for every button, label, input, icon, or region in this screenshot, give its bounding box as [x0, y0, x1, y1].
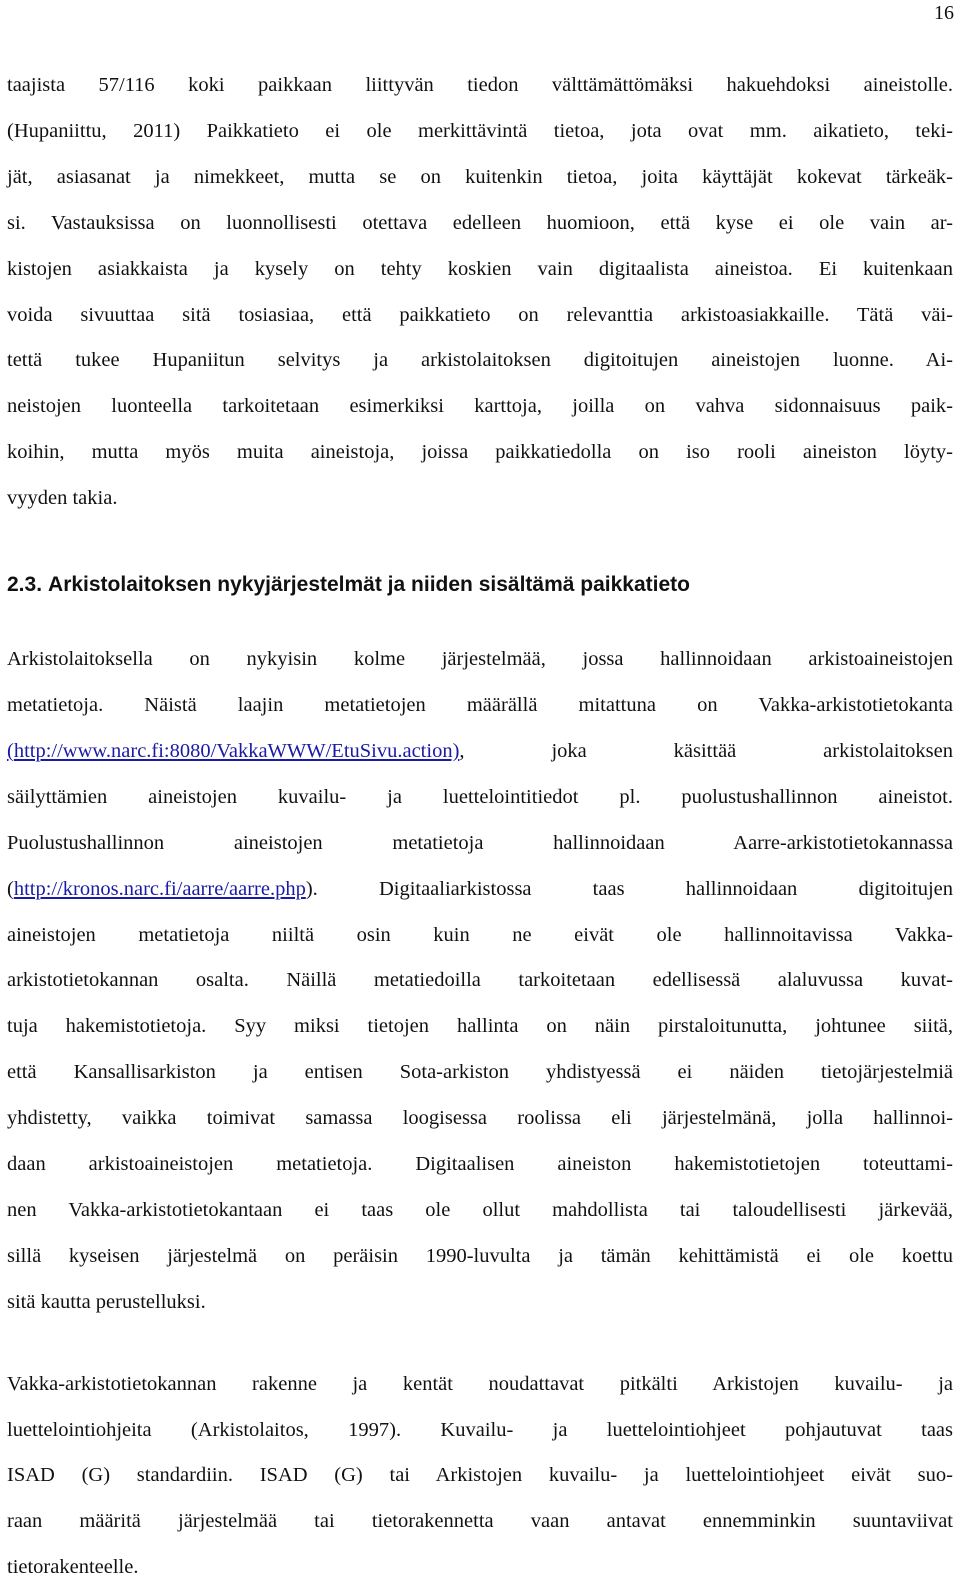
- text-line: tuja hakemistotietoja. Syy miksi tietojen hallinta on näin pirstaloitunutta, johtunee siitä,: [7, 1015, 953, 1038]
- text-line: koihin, mutta myös muita aineistoja, joissa paikkatiedolla on iso rooli aineiston löyty-: [7, 441, 953, 464]
- text-line: Puolustushallinnon aineistojen metatietoja hallinnoidaan Aarre-arkistotietokannassa: [7, 831, 953, 854]
- text-line: raan määritä järjestelmää tai tietorakennetta vaan antavat ennemminkin suuntaviivat: [7, 1510, 953, 1533]
- text-line: [7, 729, 953, 775]
- text-line: että Kansallisarkiston ja entisen Sota-arkiston yhdistyessä ei näiden tietojärjestelmiä: [7, 1061, 953, 1084]
- text-line: tietorakenteelle.: [7, 1556, 139, 1579]
- text-line: voida sivuuttaa sitä tosiasiaa, että paikkatieto on relevanttia arkistoasiakkaille. Tätä väi-: [7, 303, 953, 326]
- text-line: Arkistolaitoksella on nykyisin kolme järjestelmää, jossa hallinnoidaan arkistoaineistojen: [7, 648, 953, 671]
- text-line: vyyden takia.: [7, 487, 118, 510]
- text-line: ISAD (G) standardiin. ISAD (G) tai Arkistojen kuvailu- ja luettelointiohjeet eivät suo-: [7, 1464, 953, 1487]
- text-line: Vakka-arkistotietokannan rakenne ja kentät noudattavat pitkälti Arkistojen kuvailu- ja: [7, 1372, 953, 1395]
- line-rest: ). Digitaaliarkistossa taas hallinnoidaan digitoitujen: [305, 877, 953, 900]
- aarre-link[interactable]: http://kronos.narc.fi/aarre/aarre.php: [13, 877, 306, 900]
- open-paren: (: [7, 877, 14, 900]
- text-line: [7, 867, 953, 913]
- section-title: Arkistolaitoksen nykyjärjestelmät ja niiden sisältämä paikkatieto: [48, 573, 690, 597]
- section-heading: [7, 552, 953, 618]
- text-line: daan arkistoaineistojen metatietoja. Digitaalisen aineiston hakemistotietojen toteuttami-: [7, 1153, 953, 1176]
- text-line: (Hupaniittu, 2011) Paikkatieto ei ole merkittävintä tietoa, jota ovat mm. aikatieto, teki-: [7, 119, 953, 142]
- text-line: jät, asiasanat ja nimekkeet, mutta se on kuitenkin tietoa, joita käyttäjät kokevat tärkeäk-: [7, 165, 953, 188]
- text-line: kistojen asiakkaista ja kysely on tehty koskien vain digitaalista aineistoa. Ei kuitenkaan: [7, 257, 953, 280]
- text-line: aineistojen metatietoja niiltä osin kuin ne eivät ole hallinnoitavissa Vakka-: [7, 923, 953, 946]
- link-open-paren: (: [7, 739, 14, 762]
- document-body: [7, 63, 953, 1591]
- text-line: tettä tukee Hupaniitun selvitys ja arkistolaitoksen digitoitujen aineistojen luonne. Ai-: [7, 349, 953, 372]
- section-number: 2.3.: [7, 573, 43, 597]
- page-number: 16: [934, 2, 954, 24]
- text-line: luettelointiohjeita (Arkistolaitos, 1997). Kuvailu- ja luettelointiohjeet pohjautuvat taas: [7, 1418, 953, 1441]
- vakka-link[interactable]: [7, 740, 459, 762]
- text-line: yhdistetty, vaikka toimivat samassa loogisessa roolissa eli järjestelmänä, jolla hallinnoi-: [7, 1107, 953, 1130]
- text-line: arkistotietokannan osalta. Näillä metatiedoilla tarkoitetaan edellisessä alaluvussa kuvat-: [7, 969, 953, 992]
- line-rest: , joka käsittää arkistolaitoksen: [459, 739, 953, 762]
- paragraph-2: [7, 637, 953, 1326]
- text-line: taajista 57/116 koki paikkaan liittyvän tiedon välttämättömäksi hakuehdoksi aineistolle.: [7, 74, 953, 96]
- text-line: sillä kyseisen järjestelmä on peräisin 1990-luvulta ja tämän kehittämistä ei ole koettu: [7, 1244, 953, 1267]
- text-line: nen Vakka-arkistotietokantaan ei taas ole ollut mahdollista tai taloudellisesti järkevää,: [7, 1198, 953, 1221]
- text-line: säilyttämien aineistojen kuvailu- ja luettelointitiedot pl. puolustushallinnon aineistot.: [7, 785, 953, 808]
- text-line: neistojen luonteella tarkoitetaan esimerkiksi karttoja, joilla on vahva sidonnaisuus paik-: [7, 395, 953, 418]
- paragraph-3: [7, 1362, 953, 1591]
- link-text: http://www.narc.fi:8080/VakkaWWW/EtuSivu.action): [13, 739, 460, 762]
- paragraph-1: [7, 63, 953, 522]
- text-line: sitä kautta perustelluksi.: [7, 1290, 206, 1313]
- text-line: si. Vastauksissa on luonnollisesti otettava edelleen huomioon, että kyse ei ole vain ar-: [7, 211, 953, 234]
- text-line: metatietoja. Näistä laajin metatietojen määrällä mitattuna on Vakka-arkistotietokanta: [7, 693, 953, 716]
